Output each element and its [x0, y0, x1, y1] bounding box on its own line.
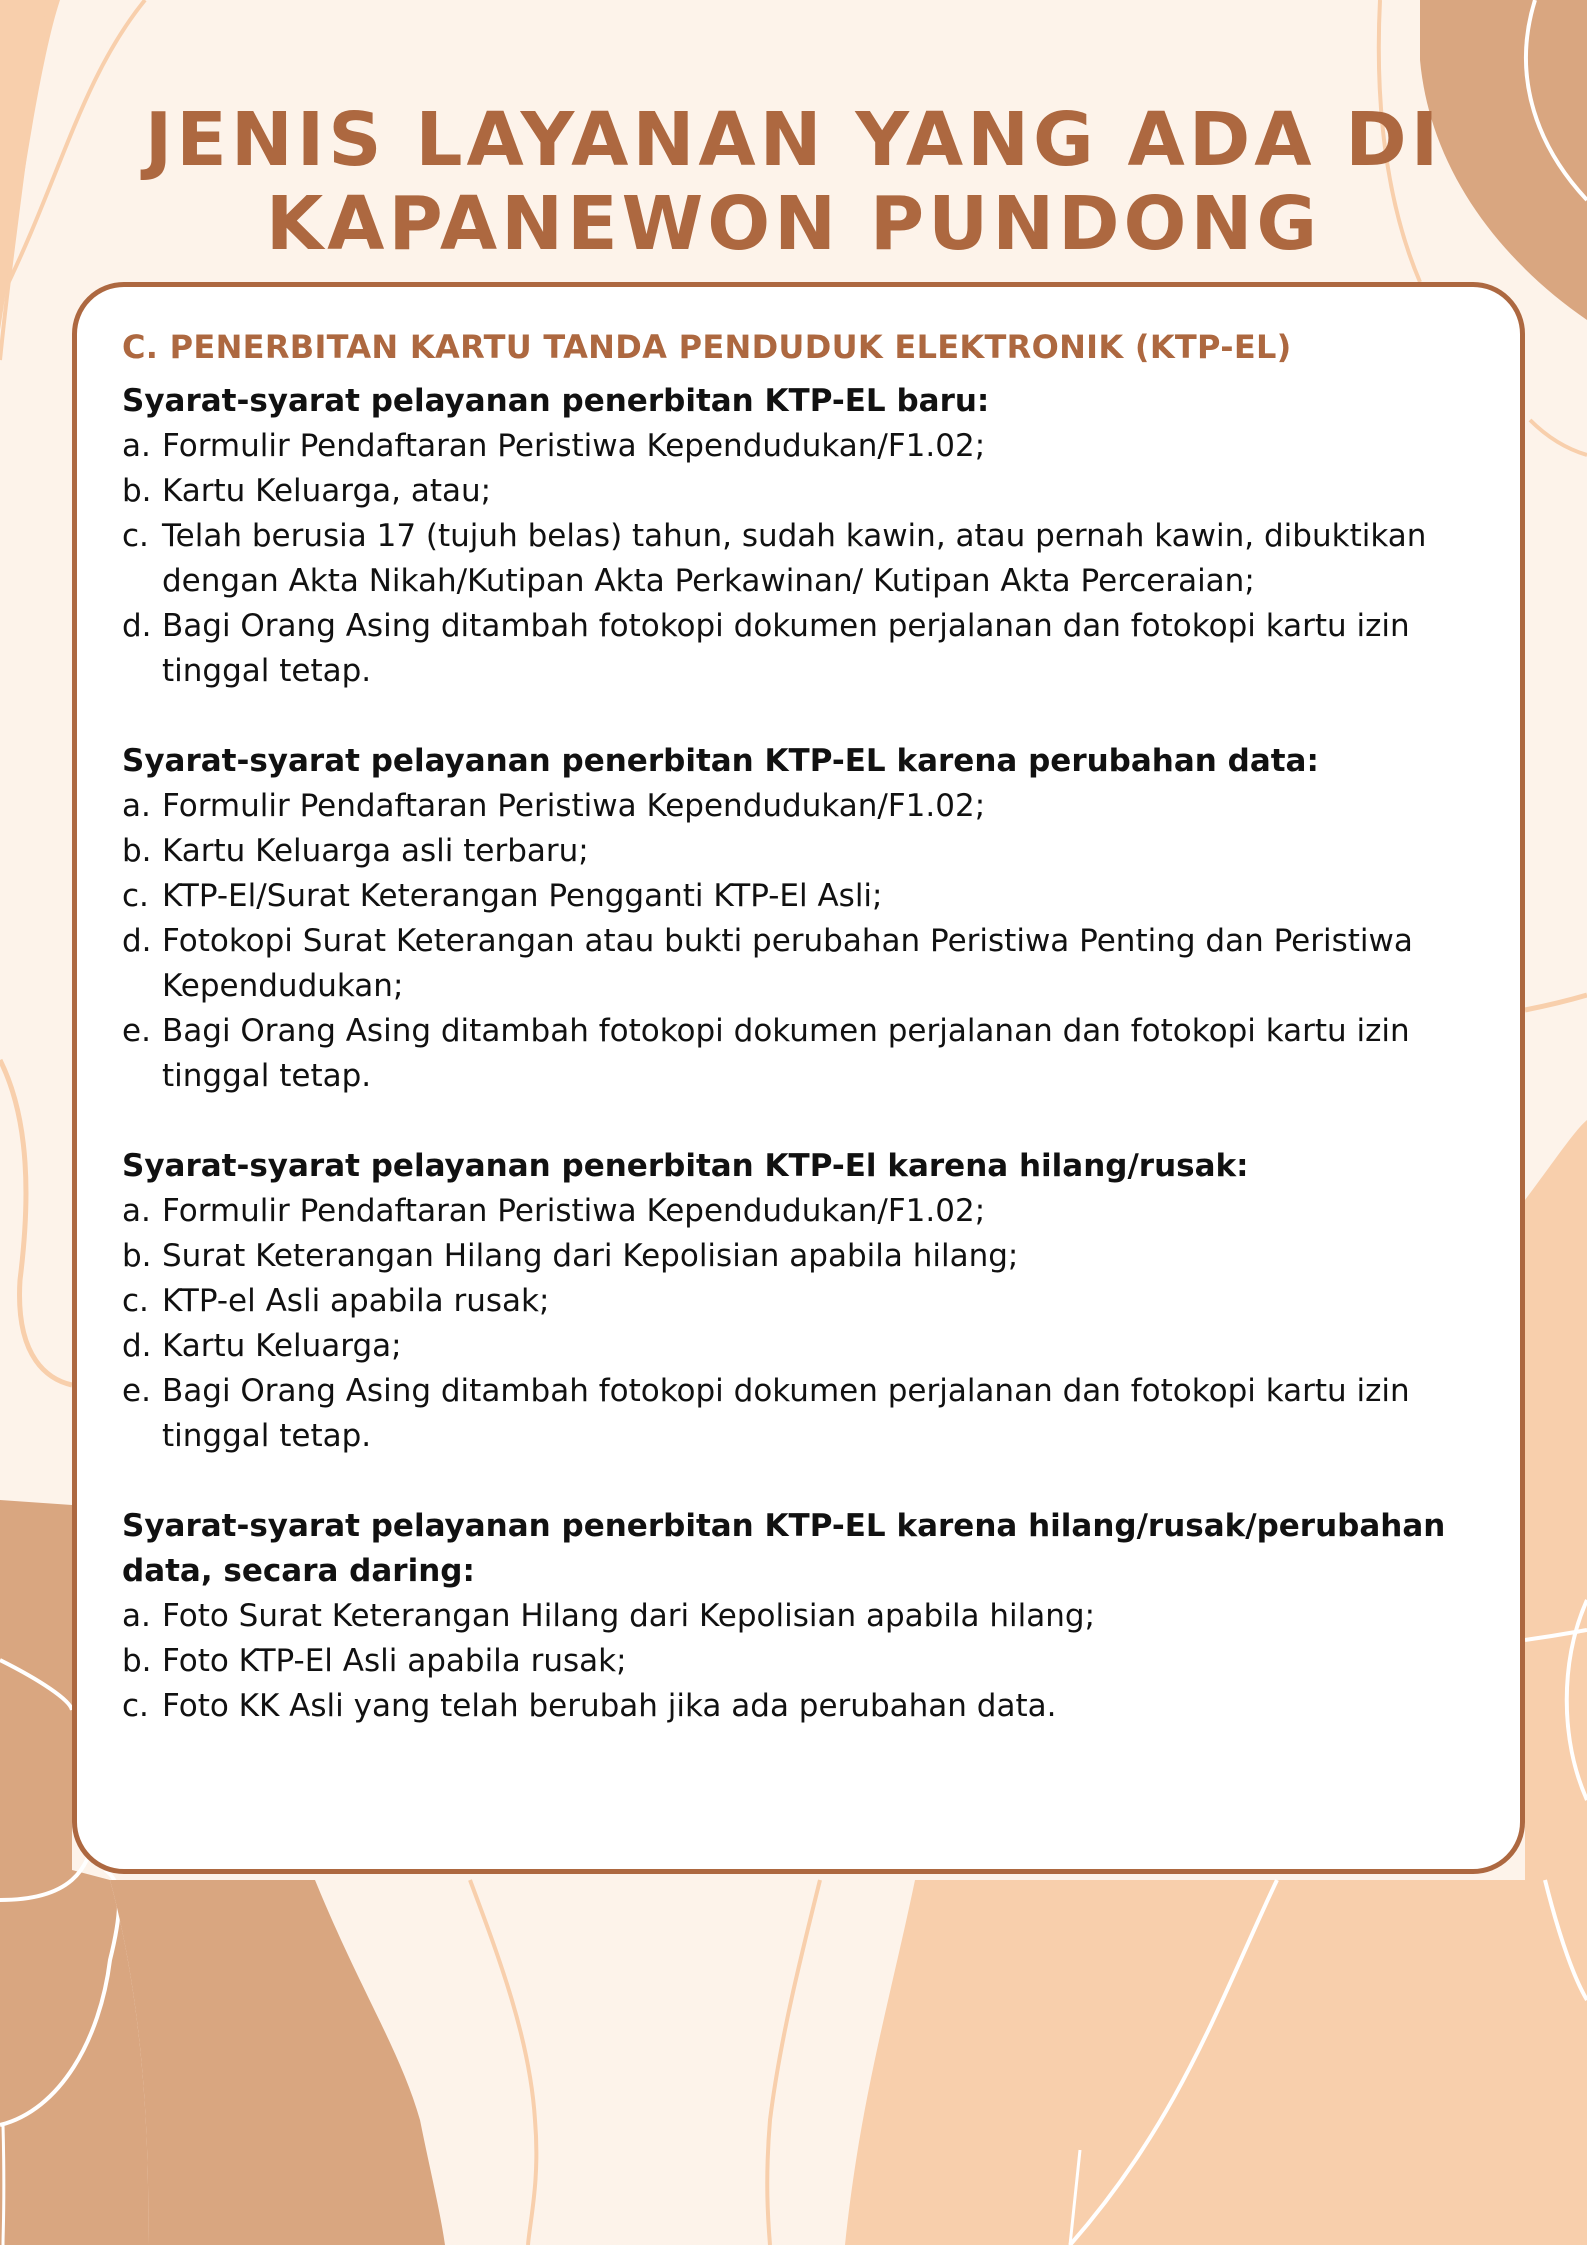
list-item-text: KTP-El/Surat Keterangan Pengganti KTP-El Asli; — [162, 878, 883, 914]
list-item-text: KTP-el Asli apabila rusak; — [162, 1283, 550, 1319]
list-marker: d. — [122, 923, 152, 959]
requirement-list — [122, 1594, 1480, 1729]
list-marker: c. — [122, 878, 149, 914]
list-item-text: Formulir Pendaftaran Peristiwa Kependudukan/F1.02; — [162, 1193, 986, 1229]
list-item-text: Formulir Pendaftaran Peristiwa Kependudukan/F1.02; — [162, 428, 986, 464]
requirement-list — [122, 424, 1480, 694]
requirement-group-lost-damaged — [122, 1144, 1480, 1459]
list-marker: d. — [122, 608, 152, 644]
list-marker: e. — [122, 1373, 151, 1409]
list-item-text: Formulir Pendaftaran Peristiwa Kependudukan/F1.02; — [162, 788, 986, 824]
list-marker: b. — [122, 1238, 152, 1274]
page-title — [0, 98, 1587, 266]
requirement-group-online — [122, 1504, 1480, 1729]
list-item-text: Foto Surat Keterangan Hilang dari Kepolisian apabila hilang; — [162, 1598, 1096, 1634]
list-item — [122, 829, 1480, 874]
list-item-text: Foto KTP-El Asli apabila rusak; — [162, 1643, 627, 1679]
requirements-card — [72, 282, 1525, 1874]
title-line-2: KAPANEWON PUNDONG — [265, 180, 1322, 267]
list-item — [122, 514, 1480, 604]
list-marker: b. — [122, 833, 152, 869]
list-item-text: Bagi Orang Asing ditambah fotokopi dokumen perjalanan dan fotokopi kartu izin tinggal tetap. — [162, 1013, 1410, 1094]
group-heading: Syarat-syarat pelayanan penerbitan KTP-EL karena perubahan data: — [122, 743, 1319, 779]
requirement-group-data-change — [122, 739, 1480, 1099]
list-marker: b. — [122, 473, 152, 509]
list-item-text: Bagi Orang Asing ditambah fotokopi dokumen perjalanan dan fotokopi kartu izin tinggal tetap. — [162, 1373, 1410, 1454]
list-item — [122, 424, 1480, 469]
list-item — [122, 1189, 1480, 1234]
list-item — [122, 1234, 1480, 1279]
group-heading: Syarat-syarat pelayanan penerbitan KTP-EL karena hilang/rusak/perubahan data, secara daring: — [122, 1508, 1446, 1589]
list-marker: c. — [122, 518, 149, 554]
list-marker: e. — [122, 1013, 151, 1049]
list-item-text: Fotokopi Surat Keterangan atau bukti perubahan Peristiwa Penting dan Peristiwa Kependudukan; — [162, 923, 1413, 1004]
list-marker: a. — [122, 1193, 151, 1229]
list-marker: d. — [122, 1328, 152, 1364]
list-item — [122, 1594, 1480, 1639]
list-marker: a. — [122, 788, 151, 824]
list-item — [122, 1639, 1480, 1684]
list-item — [122, 1369, 1480, 1459]
list-item-text: Foto KK Asli yang telah berubah jika ada perubahan data. — [162, 1688, 1057, 1724]
title-line-1: JENIS LAYANAN YANG ADA DI — [144, 96, 1443, 183]
list-item — [122, 1009, 1480, 1099]
section-heading: C. PENERBITAN KARTU TANDA PENDUDUK ELEKTRONIK (KTP-EL) — [122, 328, 1292, 366]
list-item-text: Telah berusia 17 (tujuh belas) tahun, sudah kawin, atau pernah kawin, dibuktikan dengan Akta Nikah/Kutipan Akta Perkawinan/ Kutipan Akta Perceraian; — [162, 518, 1427, 599]
requirement-group-new — [122, 379, 1480, 694]
list-marker: b. — [122, 1643, 152, 1679]
list-item — [122, 469, 1480, 514]
list-item — [122, 1684, 1480, 1729]
list-item — [122, 784, 1480, 829]
list-marker: a. — [122, 1598, 151, 1634]
list-item-text: Surat Keterangan Hilang dari Kepolisian apabila hilang; — [162, 1238, 1019, 1274]
requirement-list — [122, 784, 1480, 1099]
list-item-text: Bagi Orang Asing ditambah fotokopi dokumen perjalanan dan fotokopi kartu izin tinggal tetap. — [162, 608, 1410, 689]
list-item — [122, 1324, 1480, 1369]
list-item — [122, 604, 1480, 694]
list-item-text: Kartu Keluarga; — [162, 1328, 402, 1364]
requirement-list — [122, 1189, 1480, 1459]
group-heading: Syarat-syarat pelayanan penerbitan KTP-EL baru: — [122, 383, 990, 419]
list-marker: c. — [122, 1688, 149, 1724]
list-marker: c. — [122, 1283, 149, 1319]
list-item-text: Kartu Keluarga asli terbaru; — [162, 833, 589, 869]
list-marker: a. — [122, 428, 151, 464]
list-item-text: Kartu Keluarga, atau; — [162, 473, 492, 509]
list-item — [122, 1279, 1480, 1324]
list-item — [122, 919, 1480, 1009]
group-heading: Syarat-syarat pelayanan penerbitan KTP-El karena hilang/rusak: — [122, 1148, 1249, 1184]
list-item — [122, 874, 1480, 919]
